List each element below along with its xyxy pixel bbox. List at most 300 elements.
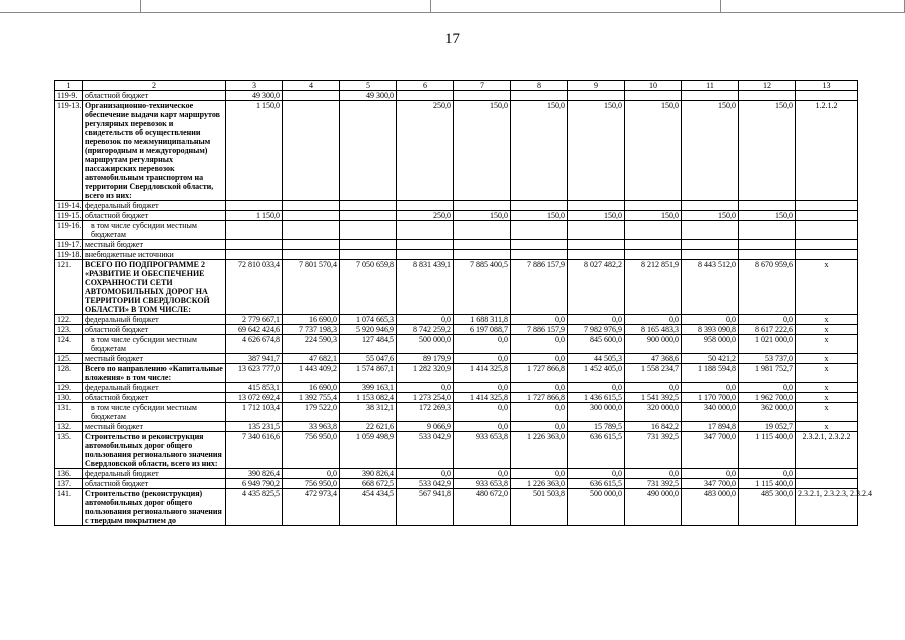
amount-cell: 1 414 325,8 [454, 364, 511, 383]
row-description: федеральный бюджет [83, 201, 226, 211]
amount-cell: 933 653,8 [454, 479, 511, 489]
table-row [55, 240, 858, 250]
amount-cell [283, 250, 340, 260]
amount-cell: 16 690,0 [283, 315, 340, 325]
amount-cell [226, 250, 283, 260]
amount-cell: 150,0 [454, 211, 511, 221]
row-number: 123. [55, 325, 83, 335]
row-number: 129. [55, 383, 83, 393]
row-description: Строительство и реконструкция автомобильных дорог общего пользования регионального значения Свердловской области, всего из них: [83, 432, 226, 469]
column-header: 1 [55, 81, 83, 91]
row-number: 119-17. [55, 240, 83, 250]
amount-cell: 1 226 363,0 [511, 479, 568, 489]
amount-cell: 0,0 [454, 422, 511, 432]
row-description: Строительство (реконструкция) автомобильных дорог общего пользования регионального значения с твердым покрытием до [83, 489, 226, 526]
column-header: 11 [682, 81, 739, 91]
amount-cell: 0,0 [454, 469, 511, 479]
amount-cell: 0,0 [682, 383, 739, 393]
amount-cell: 1 558 234,7 [625, 364, 682, 383]
column-header: 10 [625, 81, 682, 91]
table-row [55, 354, 858, 364]
column-header: 6 [397, 81, 454, 91]
row-number: 119-15. [55, 211, 83, 221]
amount-cell: 7 886 157,9 [511, 325, 568, 335]
scan-top-frame [0, 0, 905, 14]
amount-cell: 0,0 [568, 469, 625, 479]
amount-cell: 1 452 405,0 [568, 364, 625, 383]
column-header: 4 [283, 81, 340, 91]
amount-cell: 16 842,2 [625, 422, 682, 432]
amount-cell: 0,0 [625, 383, 682, 393]
table-row [55, 91, 858, 101]
amount-cell [739, 250, 796, 260]
budget-table [54, 80, 872, 526]
target-indicator-cell [796, 91, 858, 101]
target-indicator-cell: x [796, 364, 858, 383]
amount-cell [739, 221, 796, 240]
target-indicator-cell: x [796, 260, 858, 315]
amount-cell: 7 982 976,9 [568, 325, 625, 335]
amount-cell: 731 392,5 [625, 479, 682, 489]
amount-cell: 47 682,1 [283, 354, 340, 364]
table-row [55, 250, 858, 260]
row-number: 137. [55, 479, 83, 489]
amount-cell: 756 950,0 [283, 479, 340, 489]
amount-cell: 5 920 946,9 [340, 325, 397, 335]
amount-cell: 8 670 959,6 [739, 260, 796, 315]
target-indicator-cell [796, 211, 858, 221]
amount-cell: 250,0 [397, 211, 454, 221]
amount-cell: 0,0 [283, 469, 340, 479]
amount-cell: 19 052,7 [739, 422, 796, 432]
table-row [55, 364, 858, 383]
target-indicator-cell: 1.2.1.2 [796, 101, 858, 201]
amount-cell: 150,0 [739, 211, 796, 221]
amount-cell: 7 340 616,6 [226, 432, 283, 469]
amount-cell [625, 250, 682, 260]
table-row [55, 201, 858, 211]
amount-cell: 22 621,6 [340, 422, 397, 432]
table-header-row [55, 81, 858, 91]
amount-cell: 150,0 [568, 101, 625, 201]
row-description: в том числе субсидии местным бюджетам [83, 335, 226, 354]
amount-cell: 0,0 [568, 383, 625, 393]
target-indicator-cell: 2.3.2.1, 2.3.2.3, 2.3.2.4 [796, 489, 858, 526]
amount-cell: 1 727 866,8 [511, 364, 568, 383]
amount-cell: 1 273 254,0 [397, 393, 454, 403]
amount-cell: 7 050 659,8 [340, 260, 397, 315]
amount-cell: 1 115 400,0 [739, 479, 796, 489]
amount-cell: 636 615,5 [568, 432, 625, 469]
amount-cell: 0,0 [682, 469, 739, 479]
amount-cell: 1 574 867,1 [340, 364, 397, 383]
amount-cell: 33 963,8 [283, 422, 340, 432]
amount-cell [511, 250, 568, 260]
amount-cell [682, 221, 739, 240]
amount-cell: 387 941,7 [226, 354, 283, 364]
row-description: местный бюджет [83, 422, 226, 432]
amount-cell: 483 000,0 [682, 489, 739, 526]
row-description: Всего по направлению «Капитальные вложения» в том числе: [83, 364, 226, 383]
amount-cell [568, 201, 625, 211]
column-header: 3 [226, 81, 283, 91]
amount-cell [454, 250, 511, 260]
amount-cell: 340 000,0 [682, 403, 739, 422]
amount-cell: 49 300,0 [226, 91, 283, 101]
table-row [55, 393, 858, 403]
amount-cell: 150,0 [568, 211, 625, 221]
amount-cell: 16 690,0 [283, 383, 340, 393]
row-number: 124. [55, 335, 83, 354]
target-indicator-cell: x [796, 354, 858, 364]
amount-cell [625, 91, 682, 101]
amount-cell: 933 653,8 [454, 432, 511, 469]
amount-cell [625, 201, 682, 211]
amount-cell: 8 443 512,0 [682, 260, 739, 315]
target-indicator-cell: x [796, 393, 858, 403]
row-description: областной бюджет [83, 325, 226, 335]
amount-cell: 0,0 [397, 315, 454, 325]
amount-cell [283, 221, 340, 240]
page-number: 17 [445, 31, 460, 47]
amount-cell: 1 541 392,5 [625, 393, 682, 403]
amount-cell: 8 212 851,9 [625, 260, 682, 315]
amount-cell [454, 91, 511, 101]
row-number: 132. [55, 422, 83, 432]
amount-cell: 1 226 363,0 [511, 432, 568, 469]
target-indicator-cell [796, 479, 858, 489]
row-description: в том числе субсидии местным бюджетам [83, 403, 226, 422]
amount-cell: 50 421,2 [682, 354, 739, 364]
amount-cell [568, 240, 625, 250]
amount-cell: 454 434,5 [340, 489, 397, 526]
amount-cell: 47 368,6 [625, 354, 682, 364]
amount-cell [226, 240, 283, 250]
amount-cell: 1 282 320,9 [397, 364, 454, 383]
amount-cell: 8 393 090,8 [682, 325, 739, 335]
column-header: 12 [739, 81, 796, 91]
amount-cell: 8 027 482,2 [568, 260, 625, 315]
amount-cell: 4 435 825,5 [226, 489, 283, 526]
amount-cell: 6 949 790,2 [226, 479, 283, 489]
amount-cell: 1 981 752,7 [739, 364, 796, 383]
amount-cell: 6 197 088,7 [454, 325, 511, 335]
amount-cell: 0,0 [568, 315, 625, 325]
table-row [55, 479, 858, 489]
row-description: областной бюджет [83, 479, 226, 489]
amount-cell [625, 240, 682, 250]
amount-cell: 72 810 033,4 [226, 260, 283, 315]
amount-cell: 0,0 [454, 403, 511, 422]
amount-cell [340, 221, 397, 240]
amount-cell: 0,0 [739, 315, 796, 325]
row-description: областной бюджет [83, 211, 226, 221]
amount-cell [340, 211, 397, 221]
amount-cell: 390 826,4 [226, 469, 283, 479]
amount-cell [454, 221, 511, 240]
amount-cell: 0,0 [511, 422, 568, 432]
amount-cell: 150,0 [511, 211, 568, 221]
amount-cell: 8 742 259,2 [397, 325, 454, 335]
amount-cell [568, 250, 625, 260]
amount-cell: 89 179,9 [397, 354, 454, 364]
amount-cell: 7 801 570,4 [283, 260, 340, 315]
amount-cell: 958 000,0 [682, 335, 739, 354]
table-row [55, 325, 858, 335]
amount-cell: 150,0 [682, 211, 739, 221]
amount-cell: 2 779 667,1 [226, 315, 283, 325]
table-row [55, 432, 858, 469]
amount-cell: 1 392 755,4 [283, 393, 340, 403]
amount-cell: 1 443 409,2 [283, 364, 340, 383]
amount-cell [739, 201, 796, 211]
row-number: 128. [55, 364, 83, 383]
column-header: 7 [454, 81, 511, 91]
amount-cell [397, 91, 454, 101]
amount-cell [511, 91, 568, 101]
target-indicator-cell [796, 469, 858, 479]
amount-cell: 485 300,0 [739, 489, 796, 526]
amount-cell: 172 269,3 [397, 403, 454, 422]
row-description: внебюджетные источники [83, 250, 226, 260]
target-indicator-cell [796, 221, 858, 240]
amount-cell: 533 042,9 [397, 479, 454, 489]
row-number: 119-9. [55, 91, 83, 101]
row-number: 125. [55, 354, 83, 364]
amount-cell: 179 522,0 [283, 403, 340, 422]
row-description: федеральный бюджет [83, 315, 226, 325]
amount-cell: 0,0 [511, 315, 568, 325]
amount-cell: 0,0 [397, 383, 454, 393]
row-number: 119-18. [55, 250, 83, 260]
row-number: 121. [55, 260, 83, 315]
row-description: ВСЕГО ПО ПОДПРОГРАММЕ 2 «РАЗВИТИЕ И ОБЕСПЕЧЕНИЕ СОХРАННОСТИ СЕТИ АВТОМОБИЛЬНЫХ ДОРОГ НА ТЕРРИТОРИИ СВЕРДЛОВСКОЙ ОБЛАСТИ» В ТОМ ЧИСЛЕ: [83, 260, 226, 315]
column-header: 8 [511, 81, 568, 91]
amount-cell: 390 826,4 [340, 469, 397, 479]
amount-cell: 500 000,0 [397, 335, 454, 354]
amount-cell [511, 240, 568, 250]
table-row [55, 211, 858, 221]
amount-cell: 1 059 498,9 [340, 432, 397, 469]
amount-cell: 1 414 325,8 [454, 393, 511, 403]
amount-cell: 1 170 700,0 [682, 393, 739, 403]
amount-cell: 150,0 [625, 101, 682, 201]
amount-cell [682, 91, 739, 101]
target-indicator-cell: x [796, 325, 858, 335]
amount-cell: 399 163,1 [340, 383, 397, 393]
amount-cell: 1 150,0 [226, 101, 283, 201]
row-description: в том числе субсидии местным бюджетам [83, 221, 226, 240]
amount-cell: 347 700,0 [682, 479, 739, 489]
amount-cell [283, 101, 340, 201]
amount-cell: 53 737,0 [739, 354, 796, 364]
amount-cell: 1 436 615,5 [568, 393, 625, 403]
amount-cell: 150,0 [739, 101, 796, 201]
amount-cell [397, 221, 454, 240]
amount-cell: 0,0 [511, 335, 568, 354]
amount-cell: 13 623 777,0 [226, 364, 283, 383]
table-row [55, 101, 858, 201]
row-description: федеральный бюджет [83, 383, 226, 393]
amount-cell: 1 115 400,0 [739, 432, 796, 469]
row-description: Организационно-техническое обеспечение выдачи карт маршрутов регулярных перевозок и свидетельств об осуществлении перевозок по межмуниципальным (пригородным и междугородным) маршрутам регулярных пассажирских перевозок автомобильным транспортом на территории Свердловской области, всего из них: [83, 101, 226, 201]
amount-cell: 756 950,0 [283, 432, 340, 469]
row-number: 136. [55, 469, 83, 479]
amount-cell: 362 000,0 [739, 403, 796, 422]
amount-cell: 347 700,0 [682, 432, 739, 469]
row-description: областной бюджет [83, 91, 226, 101]
amount-cell: 38 312,1 [340, 403, 397, 422]
table-row [55, 383, 858, 393]
amount-cell [511, 201, 568, 211]
amount-cell [283, 240, 340, 250]
amount-cell: 0,0 [511, 383, 568, 393]
amount-cell: 472 973,4 [283, 489, 340, 526]
amount-cell [682, 201, 739, 211]
amount-cell: 0,0 [511, 403, 568, 422]
amount-cell [397, 250, 454, 260]
amount-cell: 533 042,9 [397, 432, 454, 469]
row-number: 141. [55, 489, 83, 526]
amount-cell: 7 885 400,5 [454, 260, 511, 315]
amount-cell: 500 000,0 [568, 489, 625, 526]
amount-cell [739, 91, 796, 101]
target-indicator-cell: x [796, 315, 858, 325]
amount-cell [568, 91, 625, 101]
column-header: 9 [568, 81, 625, 91]
amount-cell: 150,0 [511, 101, 568, 201]
amount-cell [568, 221, 625, 240]
amount-cell: 900 000,0 [625, 335, 682, 354]
target-indicator-cell [796, 250, 858, 260]
amount-cell: 150,0 [682, 101, 739, 201]
target-indicator-cell: x [796, 403, 858, 422]
amount-cell: 1 727 866,8 [511, 393, 568, 403]
amount-cell: 8 165 483,3 [625, 325, 682, 335]
amount-cell: 320 000,0 [625, 403, 682, 422]
amount-cell: 69 642 424,6 [226, 325, 283, 335]
amount-cell [283, 211, 340, 221]
amount-cell [454, 240, 511, 250]
amount-cell [226, 221, 283, 240]
amount-cell: 4 626 674,8 [226, 335, 283, 354]
row-number: 135. [55, 432, 83, 469]
target-indicator-cell: 2.3.2.1, 2.3.2.2 [796, 432, 858, 469]
amount-cell [739, 240, 796, 250]
row-number: 131. [55, 403, 83, 422]
column-header: 13 [796, 81, 858, 91]
table-row [55, 422, 858, 432]
amount-cell: 9 066,9 [397, 422, 454, 432]
row-number: 119-14. [55, 201, 83, 211]
amount-cell: 0,0 [739, 383, 796, 393]
amount-cell: 7 886 157,9 [511, 260, 568, 315]
amount-cell [340, 240, 397, 250]
amount-cell: 1 962 700,0 [739, 393, 796, 403]
amount-cell: 8 831 439,1 [397, 260, 454, 315]
amount-cell: 490 000,0 [625, 489, 682, 526]
amount-cell [682, 250, 739, 260]
amount-cell: 845 600,0 [568, 335, 625, 354]
amount-cell [283, 201, 340, 211]
amount-cell: 0,0 [511, 469, 568, 479]
row-description: федеральный бюджет [83, 469, 226, 479]
row-number: 122. [55, 315, 83, 325]
amount-cell: 8 617 222,6 [739, 325, 796, 335]
amount-cell: 15 789,5 [568, 422, 625, 432]
amount-cell [454, 201, 511, 211]
amount-cell: 135 231,5 [226, 422, 283, 432]
amount-cell [397, 240, 454, 250]
amount-cell: 1 188 594,8 [682, 364, 739, 383]
amount-cell: 0,0 [625, 469, 682, 479]
row-description: местный бюджет [83, 240, 226, 250]
table-row [55, 403, 858, 422]
column-header: 2 [83, 81, 226, 91]
table-row [55, 335, 858, 354]
amount-cell: 55 047,6 [340, 354, 397, 364]
amount-cell: 150,0 [454, 101, 511, 201]
amount-cell [511, 221, 568, 240]
amount-cell: 1 153 082,4 [340, 393, 397, 403]
amount-cell: 415 853,1 [226, 383, 283, 393]
amount-cell: 0,0 [454, 335, 511, 354]
amount-cell: 44 505,3 [568, 354, 625, 364]
amount-cell [226, 201, 283, 211]
amount-cell: 1 021 000,0 [739, 335, 796, 354]
amount-cell: 224 590,3 [283, 335, 340, 354]
amount-cell: 0,0 [625, 315, 682, 325]
target-indicator-cell: x [796, 383, 858, 393]
row-number: 119-13. [55, 101, 83, 201]
amount-cell: 501 503,8 [511, 489, 568, 526]
amount-cell: 480 672,0 [454, 489, 511, 526]
amount-cell: 0,0 [511, 354, 568, 364]
amount-cell: 567 941,8 [397, 489, 454, 526]
amount-cell [625, 221, 682, 240]
amount-cell: 250,0 [397, 101, 454, 201]
amount-cell: 1 712 103,4 [226, 403, 283, 422]
table-row [55, 315, 858, 325]
table-row [55, 260, 858, 315]
target-indicator-cell: x [796, 422, 858, 432]
amount-cell: 0,0 [454, 383, 511, 393]
amount-cell: 127 484,5 [340, 335, 397, 354]
table-row [55, 469, 858, 479]
amount-cell: 150,0 [625, 211, 682, 221]
amount-cell: 0,0 [682, 315, 739, 325]
amount-cell: 668 672,5 [340, 479, 397, 489]
amount-cell: 17 894,8 [682, 422, 739, 432]
amount-cell: 0,0 [739, 469, 796, 479]
amount-cell: 0,0 [397, 469, 454, 479]
column-header: 5 [340, 81, 397, 91]
amount-cell [682, 240, 739, 250]
amount-cell: 300 000,0 [568, 403, 625, 422]
amount-cell [340, 101, 397, 201]
amount-cell [340, 250, 397, 260]
row-number: 130. [55, 393, 83, 403]
table-row [55, 489, 858, 526]
row-description: местный бюджет [83, 354, 226, 364]
row-number: 119-16. [55, 221, 83, 240]
amount-cell: 13 072 692,4 [226, 393, 283, 403]
amount-cell [397, 201, 454, 211]
target-indicator-cell [796, 240, 858, 250]
amount-cell [283, 91, 340, 101]
row-description: областной бюджет [83, 393, 226, 403]
amount-cell: 1 074 665,3 [340, 315, 397, 325]
